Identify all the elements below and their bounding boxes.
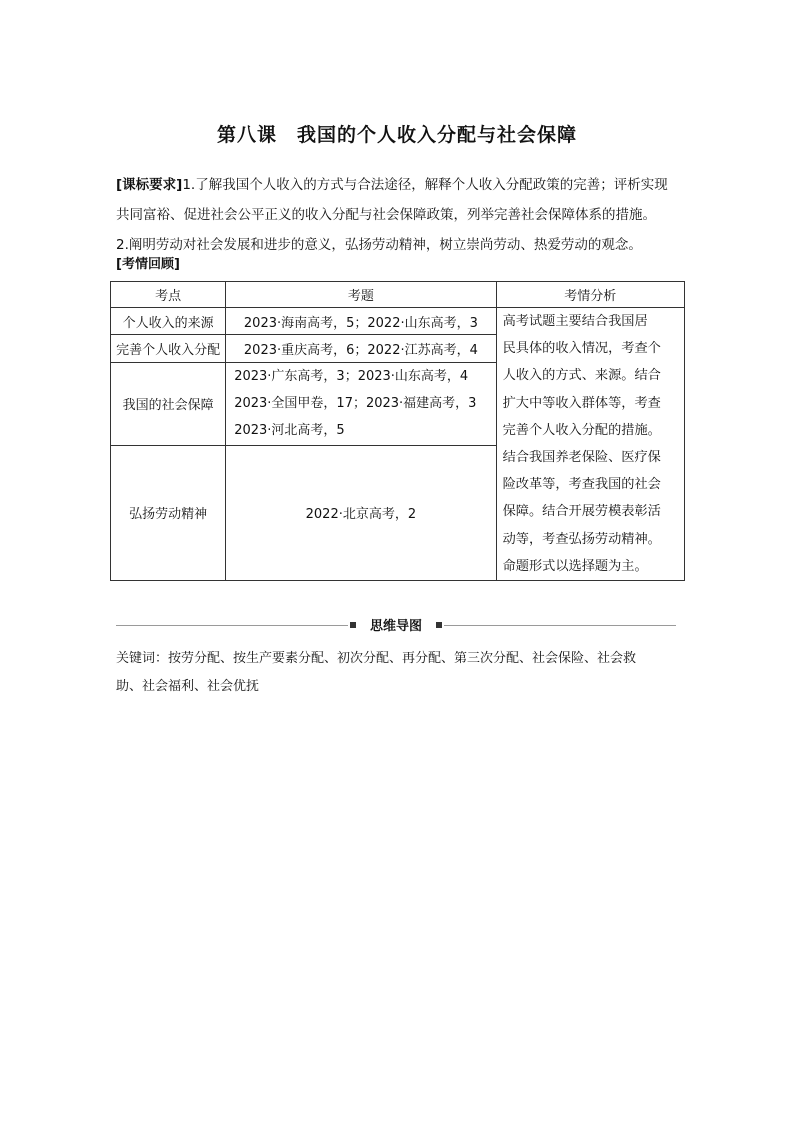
divider-line [444,625,676,626]
header-topic: 考点 [111,282,226,308]
standards-line-3: 2.阐明劳动对社会发展和进步的意义，弘扬劳动精神，树立崇尚劳动、热爱劳动的观念。 [116,237,642,253]
analysis-line: 高考试题主要结合我国居 [502,314,648,329]
divider-line [116,625,348,626]
table-header-row [111,282,685,308]
lesson-title: 第八课 我国的个人收入分配与社会保障 [216,124,577,146]
analysis-cell [496,308,684,581]
analysis-line: 险改革等，考查我国的社会 [502,477,661,493]
topic-cell: 弘扬劳动精神 [111,445,226,581]
mindmap-heading: 思维导图 [369,619,422,634]
analysis-line: 命题形式以选择题为主。 [502,558,648,574]
exam-line: 2023·广东高考，3；2023·山东高考，4 [234,369,469,385]
analysis-line: 扩大中等收入群体等，考查 [502,395,661,411]
header-analysis: 考情分析 [496,282,684,308]
analysis-line: 完善个人收入分配的措施。 [502,422,661,438]
standards-text-1: 1.了解我国个人收入的方式与合法途径，解释个人收入分配政策的完善；评析实现 [182,177,668,193]
exam-line: 2023·全国甲卷，17；2023·福建高考，3 [234,396,477,412]
exam-cell [226,362,496,445]
standards-line-1 [116,170,686,200]
exam-cell: 2022·北京高考，2 [226,445,496,581]
exam-line: 2023·河北高考，5 [234,423,345,439]
curriculum-standards [116,170,686,260]
analysis-line: 民具体的收入情况，考查个 [502,341,661,357]
header-exams: 考题 [226,282,496,308]
exam-review-table [110,281,685,581]
analysis-line: 结合我国养老保险、医疗保 [502,450,661,466]
topic-cell: 完善个人收入分配 [111,335,226,362]
table-row [111,308,685,335]
topic-cell: 我国的社会保障 [111,362,226,445]
mindmap-section-header [116,614,676,636]
topic-cell: 个人收入的来源 [111,308,226,335]
standards-line-2: 共同富裕、促进社会公平正义的收入分配与社会保障政策，列举完善社会保障体系的措施。 [116,207,656,223]
exam-cell: 2023·海南高考，5；2022·山东高考，3 [226,308,496,335]
square-bullet-icon [436,622,442,628]
keywords-paragraph [116,645,686,701]
keywords-line: 关键词：按劳分配、按生产要素分配、初次分配、再分配、第三次分配、社会保险、社会救 [116,651,637,666]
analysis-line: 动等，考查弘扬劳动精神。 [502,531,661,547]
keywords-line: 助、社会福利、社会优抚 [116,679,260,694]
exam-review-label: [考情回顾] [116,257,180,272]
analysis-line: 保障。结合开展劳模表彰活 [502,504,661,520]
standards-label: [课标要求] [116,177,183,193]
exam-cell: 2023·重庆高考，6；2022·江苏高考，4 [226,335,496,362]
analysis-line: 人收入的方式、来源。结合 [502,368,661,384]
